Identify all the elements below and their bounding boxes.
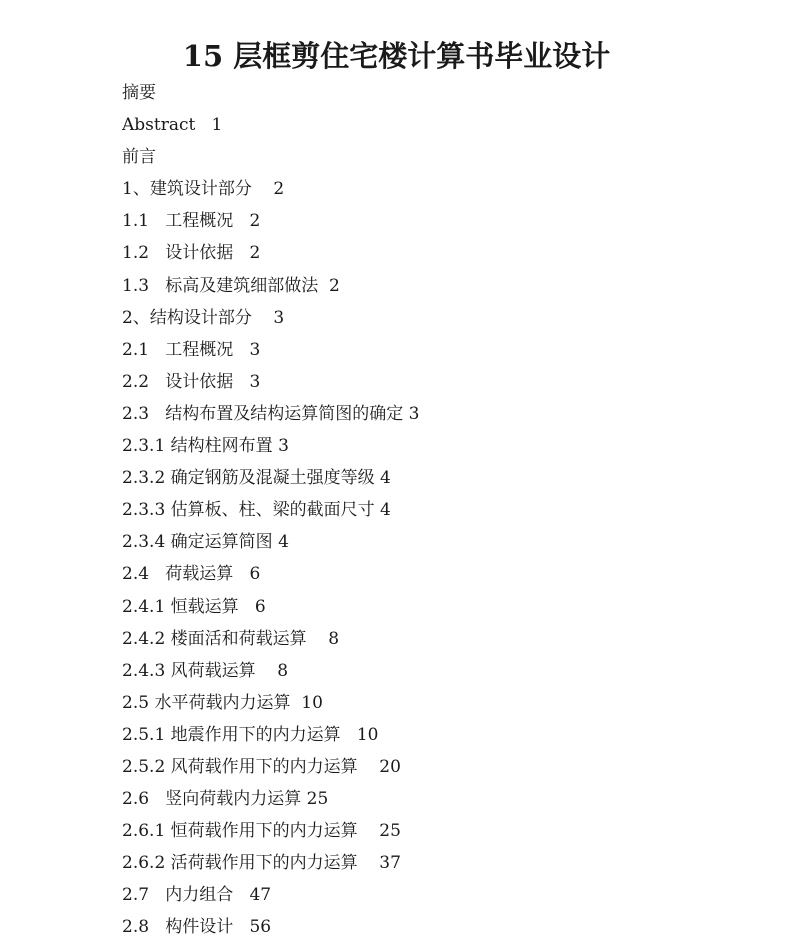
toc-entry: 2.4.2 楼面活和荷载运算 8 <box>122 628 340 649</box>
toc-entry: 2.6.2 活荷载作用下的内力运算 37 <box>122 853 401 874</box>
toc-entry: 2.8 构件设计 56 <box>122 917 272 938</box>
toc-entry: 2.5.2 风荷载作用下的内力运算 20 <box>122 756 401 777</box>
toc-entry: 2.2 设计依据 3 <box>122 371 261 392</box>
toc-entry: 2.6.1 恒荷载作用下的内力运算 25 <box>122 821 401 842</box>
document-title: 15 层框剪住宅楼计算书毕业设计 <box>182 39 611 73</box>
toc-entry: 2.3.2 确定钢筋及混凝土强度等级 4 <box>122 468 391 489</box>
toc-entry: 1.3 标高及建筑细部做法 2 <box>122 275 340 296</box>
toc-entry: 2.4.1 恒载运算 6 <box>122 596 266 617</box>
toc-entry: 2.6 竖向荷载内力运算 25 <box>122 789 329 810</box>
toc-entry: 摘要 <box>122 83 156 103</box>
toc-entry: 2.3 结构布置及结构运算简图的确定 3 <box>122 403 420 424</box>
table-of-contents <box>122 80 419 947</box>
toc-entry: 2.5 水平荷载内力运算 10 <box>122 692 323 713</box>
toc-entry: 2.3.4 确定运算简图 4 <box>122 532 289 553</box>
toc-entry: 1.2 设计依据 2 <box>122 243 261 264</box>
toc-entry: 2.5.1 地震作用下的内力运算 10 <box>122 724 379 745</box>
toc-entry: 2.3.3 估算板、柱、梁的截面尺寸 4 <box>122 500 391 521</box>
toc-entry: 2.3.1 结构柱网布置 3 <box>122 436 289 457</box>
toc-entry: 2.4 荷载运算 6 <box>122 564 261 585</box>
toc-entry: 2、结构设计部分 3 <box>122 307 285 328</box>
toc-entry: 2.4.3 风荷载运算 8 <box>122 660 289 681</box>
toc-entry: 2.1 工程概况 3 <box>122 339 261 360</box>
toc-entry: 1.1 工程概况 2 <box>122 211 261 232</box>
toc-entry: 2.7 内力组合 47 <box>122 885 272 906</box>
toc-entry: 前言 <box>122 147 156 168</box>
toc-entry: Abstract 1 <box>122 115 223 136</box>
toc-entry: 1、建筑设计部分 2 <box>122 179 285 200</box>
